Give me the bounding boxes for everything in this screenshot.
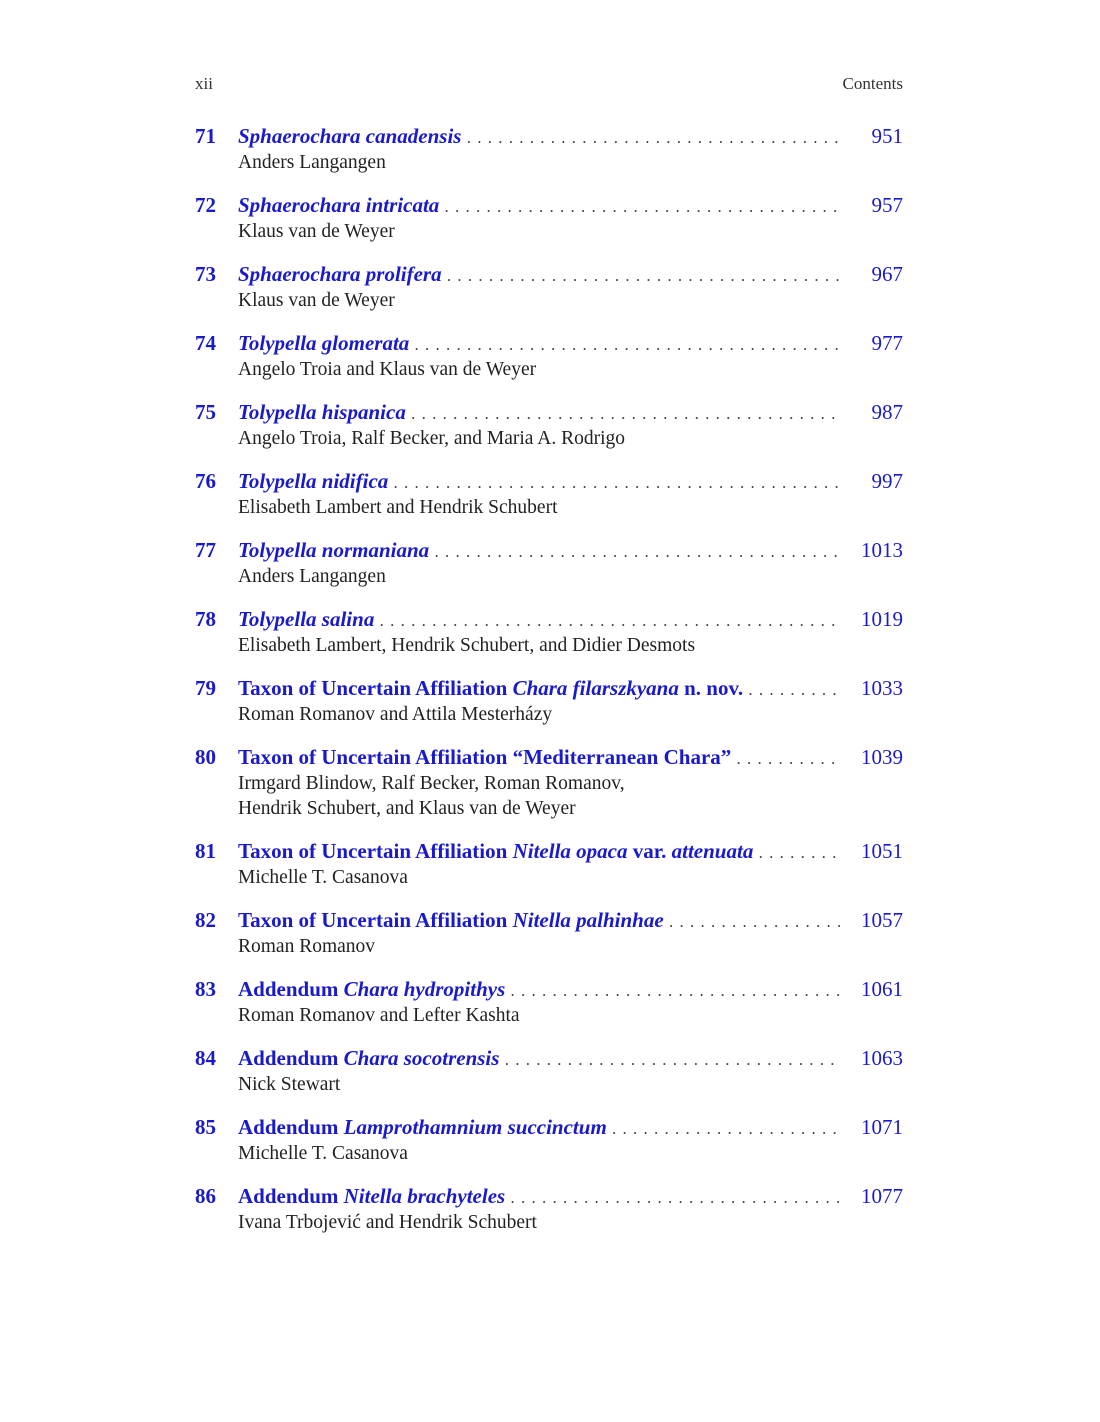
chapter-title-segment: Sphaerochara prolifera: [238, 262, 442, 286]
chapter-title-link[interactable]: [238, 837, 841, 865]
toc-entry[interactable]: [195, 743, 903, 821]
toc-title-line[interactable]: [195, 605, 903, 633]
chapter-title-segment: Taxon of Uncertain Affiliation “Mediterranean Chara”: [238, 745, 732, 769]
chapter-title-link[interactable]: [238, 906, 841, 934]
chapter-title-segment: Addendum: [238, 977, 344, 1001]
page-number-link[interactable]: 967: [871, 262, 903, 286]
chapter-title-link[interactable]: [238, 536, 841, 564]
chapter-title-link[interactable]: [238, 1044, 841, 1072]
chapter-title-segment: var.: [627, 839, 672, 863]
chapter-number: 79: [195, 676, 216, 700]
chapter-number: 77: [195, 538, 216, 562]
toc-title-line[interactable]: [195, 1044, 903, 1072]
chapter-number: 84: [195, 1046, 216, 1070]
author-line: Elisabeth Lambert, Hendrik Schubert, and Didier Desmots: [238, 635, 696, 656]
chapter-title-link[interactable]: [238, 467, 841, 495]
author-line: Roman Romanov: [238, 936, 376, 957]
author-line: Anders Langangen: [238, 152, 386, 173]
chapter-title-segment: Addendum: [238, 1046, 344, 1070]
toc-entry[interactable]: [195, 398, 903, 451]
chapter-title-segment: Taxon of Uncertain Affiliation: [238, 908, 513, 932]
running-head: Contents: [842, 74, 903, 93]
toc-entry[interactable]: [195, 191, 903, 244]
chapter-authors: [238, 702, 903, 727]
chapter-title-link[interactable]: [238, 1113, 841, 1141]
page-number-link[interactable]: 1063: [861, 1046, 903, 1070]
page-number-link[interactable]: 1077: [861, 1184, 903, 1208]
chapter-number: 76: [195, 469, 216, 493]
chapter-title-link[interactable]: [238, 674, 841, 702]
chapter-authors: [238, 1141, 903, 1166]
page-number-link[interactable]: 997: [871, 469, 903, 493]
chapter-title-segment: Nitella palhinhae: [512, 908, 664, 932]
toc-entry[interactable]: [195, 674, 903, 727]
page-number-link[interactable]: 957: [871, 193, 903, 217]
toc-title-line[interactable]: [195, 260, 903, 288]
chapter-authors: [238, 357, 903, 382]
chapter-authors: [238, 150, 903, 175]
page-number-link[interactable]: 1033: [861, 676, 903, 700]
table-of-contents: [195, 122, 903, 1251]
chapter-number: 74: [195, 331, 216, 355]
page-number-link[interactable]: 1057: [861, 908, 903, 932]
toc-entry[interactable]: [195, 329, 903, 382]
toc-title-line[interactable]: [195, 467, 903, 495]
author-line: Roman Romanov and Lefter Kashta: [238, 1005, 520, 1026]
chapter-number: 81: [195, 839, 216, 863]
chapter-title-segment: Sphaerochara intricata: [238, 193, 440, 217]
page-number-link[interactable]: 1013: [861, 538, 903, 562]
chapter-authors: [238, 771, 903, 821]
chapter-title-link[interactable]: [238, 329, 841, 357]
chapter-title-segment: Chara socotrensis: [343, 1046, 500, 1070]
page-number-link[interactable]: 1071: [861, 1115, 903, 1139]
chapter-title-segment: Nitella brachyteles: [343, 1184, 506, 1208]
author-line: Michelle T. Casanova: [238, 867, 408, 888]
chapter-title-segment: Lamprothamnium succinctum: [343, 1115, 607, 1139]
toc-title-line[interactable]: [195, 191, 903, 219]
toc-entry[interactable]: [195, 1182, 903, 1235]
chapter-title-link[interactable]: [238, 398, 841, 426]
author-line: Irmgard Blindow, Ralf Becker, Roman Romanov,: [238, 773, 625, 794]
chapter-number: 80: [195, 745, 216, 769]
chapter-number: 73: [195, 262, 216, 286]
author-line: Anders Langangen: [238, 566, 386, 587]
chapter-title-segment: Sphaerochara canadensis: [238, 124, 462, 148]
chapter-title-segment: Tolypella glomerata: [238, 331, 410, 355]
author-line: Klaus van de Weyer: [238, 221, 395, 242]
chapter-number: 82: [195, 908, 216, 932]
author-line: Elisabeth Lambert and Hendrik Schubert: [238, 497, 558, 518]
toc-title-line[interactable]: [195, 975, 903, 1003]
chapter-title-segment: Chara hydropithys: [343, 977, 506, 1001]
toc-title-line[interactable]: [195, 743, 903, 771]
page-number-link[interactable]: 987: [871, 400, 903, 424]
chapter-authors: [238, 1072, 903, 1097]
chapter-title-link[interactable]: [238, 122, 841, 150]
chapter-title-segment: attenuata: [671, 839, 754, 863]
page-header: [195, 74, 903, 96]
author-line: Klaus van de Weyer: [238, 290, 395, 311]
toc-entry[interactable]: [195, 122, 903, 175]
page-number: xii: [195, 74, 213, 93]
toc-title-line[interactable]: [195, 674, 903, 702]
chapter-number: 71: [195, 124, 216, 148]
chapter-number: 85: [195, 1115, 216, 1139]
chapter-number: 75: [195, 400, 216, 424]
author-line: Ivana Trbojević and Hendrik Schubert: [238, 1212, 537, 1233]
chapter-authors: [238, 219, 903, 244]
chapter-title-segment: Addendum: [238, 1115, 344, 1139]
toc-title-line[interactable]: [195, 1182, 903, 1210]
toc-title-line[interactable]: [195, 398, 903, 426]
toc-entry[interactable]: [195, 837, 903, 890]
toc-entry[interactable]: [195, 1044, 903, 1097]
toc-title-line[interactable]: [195, 329, 903, 357]
chapter-number: 83: [195, 977, 216, 1001]
chapter-number: 78: [195, 607, 216, 631]
chapter-authors: [238, 865, 903, 890]
chapter-authors: [238, 288, 903, 313]
toc-title-line[interactable]: [195, 536, 903, 564]
chapter-title-link[interactable]: [238, 743, 841, 771]
chapter-authors: [238, 495, 903, 520]
chapter-title-segment: Tolypella salina: [238, 607, 375, 631]
chapter-title-link[interactable]: [238, 191, 841, 219]
page-number-link[interactable]: 1019: [861, 607, 903, 631]
chapter-authors: [238, 1003, 903, 1028]
toc-title-line[interactable]: [195, 906, 903, 934]
toc-entry[interactable]: [195, 260, 903, 313]
author-line: Angelo Troia, Ralf Becker, and Maria A. Rodrigo: [238, 428, 625, 449]
toc-title-line[interactable]: [195, 837, 903, 865]
chapter-number: 72: [195, 193, 216, 217]
chapter-title-link[interactable]: [238, 605, 841, 633]
toc-title-line[interactable]: [195, 1113, 903, 1141]
chapter-number: 86: [195, 1184, 216, 1208]
page-number-link[interactable]: 977: [871, 331, 903, 355]
page-number-link[interactable]: 1061: [861, 977, 903, 1001]
author-line: Nick Stewart: [238, 1074, 341, 1095]
author-line: Michelle T. Casanova: [238, 1143, 408, 1164]
chapter-authors: [238, 1210, 903, 1235]
chapter-title-segment: Nitella opaca: [512, 839, 628, 863]
chapter-authors: [238, 426, 903, 451]
author-line: Roman Romanov and Attila Mesterházy: [238, 704, 553, 725]
chapter-title-segment: n. nov.: [678, 676, 744, 700]
toc-entry[interactable]: [195, 1113, 903, 1166]
chapter-title-segment: Taxon of Uncertain Affiliation: [238, 676, 513, 700]
page-number-link[interactable]: 1039: [861, 745, 903, 769]
chapter-title-segment: Addendum: [238, 1184, 344, 1208]
author-line: Angelo Troia and Klaus van de Weyer: [238, 359, 537, 380]
toc-entry[interactable]: [195, 906, 903, 959]
toc-entry[interactable]: [195, 467, 903, 520]
chapter-authors: [238, 934, 903, 959]
chapter-authors: [238, 564, 903, 589]
page-number-link[interactable]: 951: [871, 124, 903, 148]
toc-entry[interactable]: [195, 605, 903, 658]
page-number-link[interactable]: 1051: [861, 839, 903, 863]
toc-entry[interactable]: [195, 536, 903, 589]
toc-entry[interactable]: [195, 975, 903, 1028]
chapter-title-link[interactable]: [238, 1182, 841, 1210]
chapter-title-link[interactable]: [238, 260, 841, 288]
chapter-title-segment: Chara filarszkyana: [512, 676, 679, 700]
author-line: Hendrik Schubert, and Klaus van de Weyer: [238, 798, 576, 819]
chapter-title-segment: Tolypella nidifica: [238, 469, 389, 493]
toc-title-line[interactable]: [195, 122, 903, 150]
chapter-title-segment: Tolypella normaniana: [238, 538, 430, 562]
chapter-title-segment: Taxon of Uncertain Affiliation: [238, 839, 513, 863]
chapter-title-link[interactable]: [238, 975, 841, 1003]
chapter-title-segment: Tolypella hispanica: [238, 400, 406, 424]
chapter-authors: [238, 633, 903, 658]
